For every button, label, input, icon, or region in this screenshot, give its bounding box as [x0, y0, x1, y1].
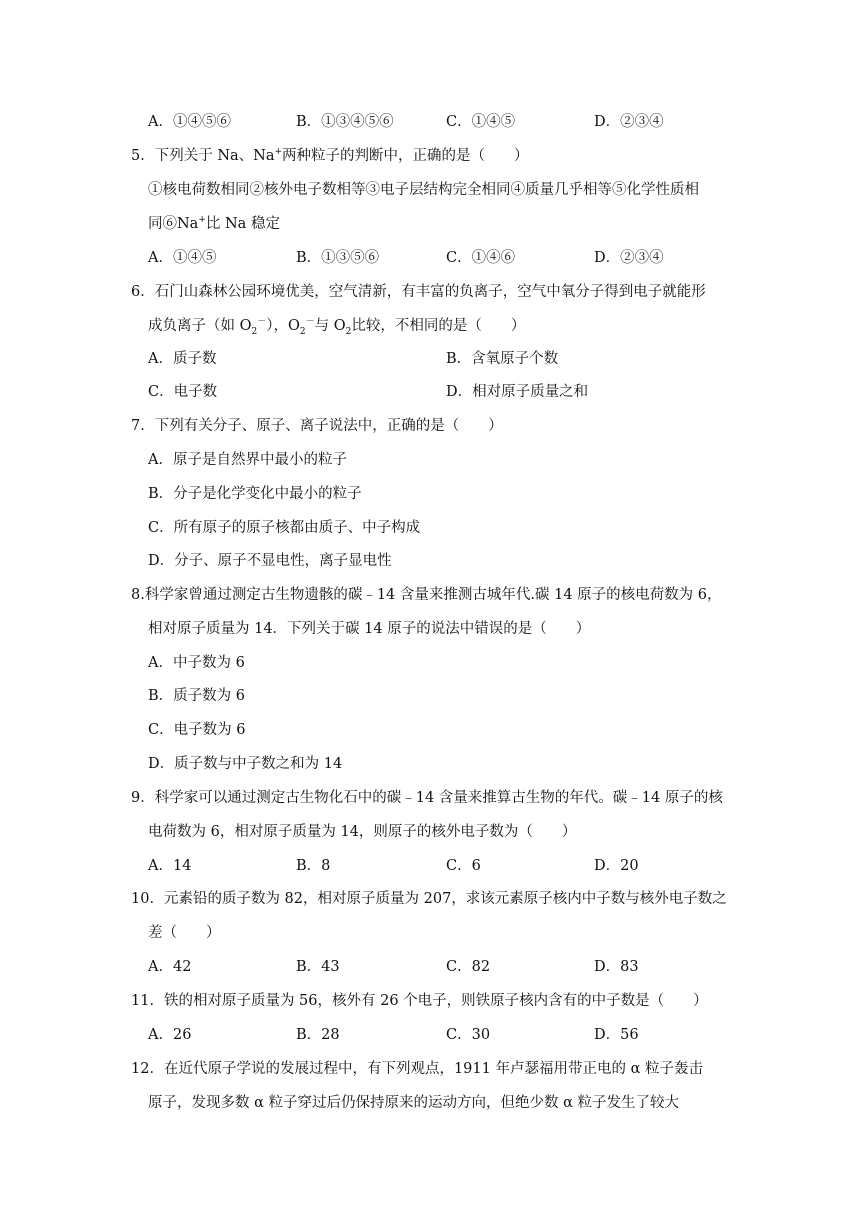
q10-stem-line: 差（ ）	[148, 925, 221, 941]
q7-option-a: A．原子是自然界中最小的粒子	[148, 452, 347, 468]
q11-option-d: D．56	[594, 1027, 639, 1043]
q5-statement-line: 同⑥Na+比 Na 稳定	[148, 215, 280, 232]
q4-option-a: A．①④⑤⑥	[148, 114, 231, 130]
q9-option-c: C．6	[446, 858, 481, 874]
q4-option-c: C．①④⑤	[446, 114, 516, 130]
q8-option-b: B．质子数为 6	[148, 688, 245, 704]
q11-option-c: C．30	[446, 1027, 491, 1043]
q6-option-b: B．含氧原子个数	[446, 351, 559, 367]
q5-option-b: B．①③⑤⑥	[296, 250, 380, 266]
q9-stem-line: 电荷数为 6，相对原子质量为 14，则原子的核外电子数为（ ）	[148, 824, 577, 840]
q4-option-d: D．②③④	[594, 114, 664, 130]
q5-stem: 5．下列关于 Na、Na+两种粒子的判断中，正确的是（ ）	[131, 147, 529, 164]
q9-option-d: D．20	[594, 858, 639, 874]
q7-option-d: D．分子、原子不显电性，离子显电性	[148, 553, 392, 569]
q10-option-b: B．43	[296, 959, 340, 975]
q7-stem: 7．下列有关分子、原子、离子说法中，正确的是（ ）	[131, 418, 503, 434]
q8-stem: 8.科学家曾通过测定古生物遗骸的碳﹣14 含量来推测古城年代.碳 14 原子的核电荷数为 6，	[131, 587, 722, 603]
q8-stem-line: 相对原子质量为 14．下列关于碳 14 原子的说法中错误的是（ ）	[148, 621, 591, 637]
q5-option-a: A．①④⑤	[148, 250, 217, 266]
q7-option-c: C．所有原子的原子核都由质子、中子构成	[148, 520, 421, 536]
q10-option-d: D．83	[594, 959, 639, 975]
q8-option-d: D．质子数与中子数之和为 14	[148, 756, 343, 772]
q9-option-a: A．14	[148, 858, 192, 874]
q9-option-b: B．8	[296, 858, 331, 874]
q4-option-b: B．①③④⑤⑥	[296, 114, 394, 130]
q7-option-b: B．分子是化学变化中最小的粒子	[148, 486, 362, 502]
q11-stem: 11．铁的相对原子质量为 56，核外有 26 个电子，则铁原子核内含有的中子数是（ ）	[131, 993, 708, 1009]
q12-stem-line: 原子，发现多数 α 粒子穿过后仍保持原来的运动方向，但绝少数 α 粒子发生了较大	[148, 1095, 680, 1111]
q9-stem: 9．科学家可以通过测定古生物化石中的碳﹣14 含量来推算古生物的年代。碳﹣14 原子的核	[131, 790, 723, 806]
q6-option-d: D．相对原子质量之和	[446, 384, 589, 400]
q5-option-d: D．②③④	[594, 250, 664, 266]
q10-option-c: C．82	[446, 959, 491, 975]
q10-stem: 10．元素铅的质子数为 82，相对原子质量为 207，求该元素原子核内中子数与核外电子数之	[131, 891, 727, 907]
q8-option-a: A．中子数为 6	[148, 655, 245, 671]
q12-stem: 12．在近代原子学说的发展过程中，有下列观点，1911 年卢瑟福用带正电的 α 粒子轰击	[131, 1061, 703, 1077]
q6-stem-line: 成负离子（如 $O_2^-$），$O_2^-$与 $O_2$比较，不相同的是（ ）	[148, 317, 526, 337]
q11-option-b: B．28	[296, 1027, 340, 1043]
q11-option-a: A．26	[148, 1027, 192, 1043]
q10-option-a: A．42	[148, 959, 192, 975]
q5-option-c: C．①④⑥	[446, 250, 516, 266]
q5-statement-line: ①核电荷数相同②核外电子数相等③电子层结构完全相同④质量几乎相等⑤化学性质相	[148, 182, 699, 198]
q8-option-c: C．电子数为 6	[148, 722, 246, 738]
q6-option-c: C．电子数	[148, 384, 218, 400]
q6-option-a: A．质子数	[148, 351, 217, 367]
q6-stem: 6．石门山森林公园环境优美，空气清新，有丰富的负离子，空气中氧分子得到电子就能形	[131, 284, 706, 300]
